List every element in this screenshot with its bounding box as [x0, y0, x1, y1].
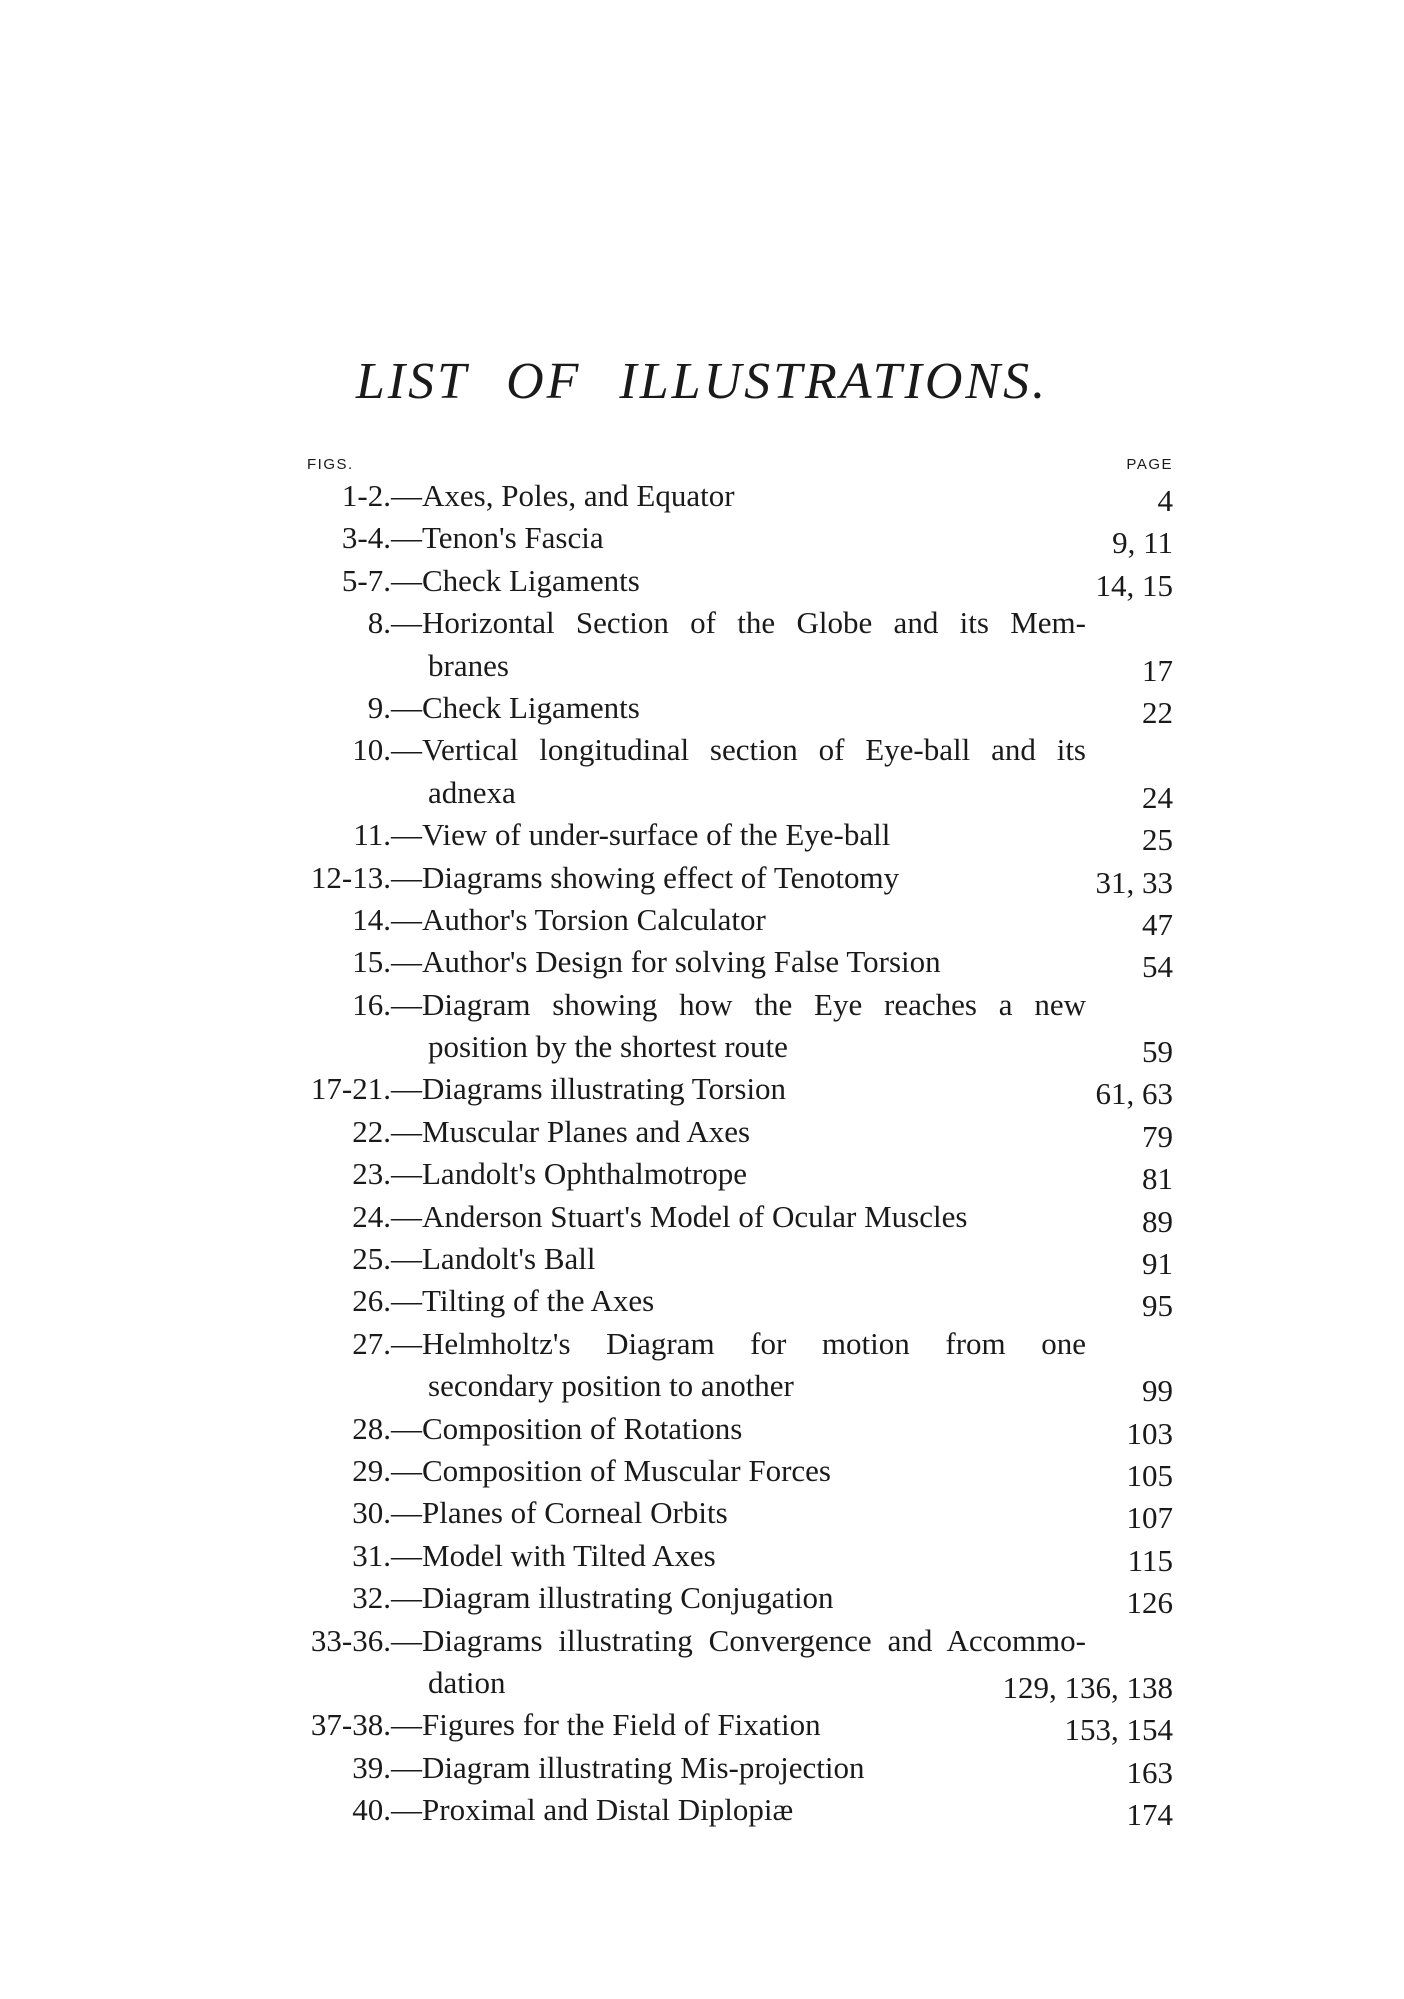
- page-number: 107: [1126, 1500, 1173, 1536]
- caption-continuation: position by the shortest route: [428, 1029, 788, 1065]
- page-number: 126: [1126, 1585, 1173, 1621]
- caption: —Vertical longitudinal section of Eye-ball and its: [391, 732, 1086, 768]
- page-number: 174: [1126, 1797, 1173, 1833]
- figure-number: 17-21.: [310, 1071, 391, 1107]
- figure-number: 12-13.: [310, 859, 391, 895]
- figure-number: 32.: [352, 1580, 391, 1616]
- figure-number: 30.: [352, 1495, 391, 1531]
- figure-number: 25.: [352, 1241, 391, 1277]
- caption: —Tilting of the Axes: [391, 1283, 655, 1319]
- figure-number: 11.: [353, 817, 391, 853]
- figs-column-header: FIGS.: [307, 456, 354, 473]
- list-item: [0, 1662, 1404, 1704]
- figure-number: 29.: [352, 1452, 391, 1488]
- list-item: [0, 729, 1404, 771]
- figure-number: 27.: [352, 1325, 391, 1361]
- list-item: [0, 1450, 1404, 1492]
- caption: —Muscular Planes and Axes: [391, 1113, 751, 1149]
- page-number: 61, 63: [1095, 1076, 1173, 1112]
- caption: —Figures for the Field of Fixation: [391, 1707, 821, 1743]
- caption: —Diagram illustrating Conjugation: [391, 1580, 834, 1616]
- caption: —Author's Torsion Calculator: [391, 901, 766, 937]
- caption: —Landolt's Ophthalmotrope: [391, 1156, 748, 1192]
- caption: —Anderson Stuart's Model of Ocular Muscles: [391, 1198, 968, 1234]
- caption: —Horizontal Section of the Globe and its Mem-: [391, 605, 1086, 641]
- figure-number: 23.: [352, 1156, 391, 1192]
- list-item: [0, 1196, 1404, 1238]
- list-item: [0, 517, 1404, 559]
- figure-number: 5-7.: [341, 562, 391, 598]
- list-item: [0, 1492, 1404, 1534]
- page-number: 115: [1127, 1542, 1173, 1578]
- page-number: 4: [1157, 483, 1173, 518]
- caption: —Diagrams showing effect of Tenotomy: [391, 859, 900, 895]
- caption: —Check Ligaments: [391, 562, 640, 598]
- page-number: 22: [1142, 694, 1173, 730]
- page-number: 95: [1142, 1288, 1173, 1324]
- page-number: 31, 33: [1095, 864, 1173, 900]
- figure-number: 37-38.: [310, 1707, 391, 1743]
- list-item: [0, 984, 1404, 1026]
- page-number: 153, 154: [1064, 1712, 1173, 1748]
- figure-number: 22.: [352, 1113, 391, 1149]
- caption: —Diagrams illustrating Torsion: [391, 1071, 787, 1107]
- figure-number: 16.: [352, 986, 391, 1022]
- caption: —View of under-surface of the Eye-ball: [391, 817, 891, 853]
- page-number: 24: [1142, 779, 1173, 815]
- list-item: [0, 645, 1404, 687]
- figure-number: 8.: [367, 605, 391, 641]
- page-column-header: PAGE: [1126, 456, 1173, 473]
- figure-number: 33-36.: [310, 1622, 391, 1658]
- list-item: [0, 772, 1404, 814]
- list-item: [0, 1323, 1404, 1365]
- page-number: 81: [1142, 1161, 1173, 1197]
- list-item: [0, 1789, 1404, 1831]
- list-item: [0, 1238, 1404, 1280]
- figure-number: 3-4.: [341, 520, 391, 556]
- figure-number: 15.: [352, 944, 391, 980]
- page-number: 129, 136, 138: [1002, 1669, 1173, 1705]
- list-item: [0, 1535, 1404, 1577]
- caption: —Landolt's Ball: [391, 1241, 596, 1277]
- figure-number: 31.: [352, 1537, 391, 1573]
- caption: —Planes of Corneal Orbits: [391, 1495, 728, 1531]
- list-item: [0, 814, 1404, 856]
- page-number: 14, 15: [1095, 567, 1173, 603]
- caption: —Composition of Muscular Forces: [391, 1452, 831, 1488]
- caption-continuation: adnexa: [428, 774, 516, 810]
- page-number: 59: [1142, 1034, 1173, 1070]
- caption: —Axes, Poles, and Equator: [391, 478, 735, 513]
- list-item: [0, 687, 1404, 729]
- page-number: 25: [1142, 822, 1173, 858]
- list-item: [0, 1068, 1404, 1110]
- caption: —Check Ligaments: [391, 689, 640, 725]
- page-number: 54: [1142, 949, 1173, 985]
- caption: —Model with Tilted Axes: [391, 1537, 716, 1573]
- figure-number: 24.: [352, 1198, 391, 1234]
- page-number: 103: [1126, 1415, 1173, 1451]
- caption-continuation: branes: [428, 647, 509, 683]
- list-item: [0, 1620, 1404, 1662]
- list-item: [0, 857, 1404, 899]
- page-number: 89: [1142, 1203, 1173, 1239]
- figure-number: 26.: [352, 1283, 391, 1319]
- page-number: 9, 11: [1112, 525, 1173, 561]
- caption: —Helmholtz's Diagram for motion from one: [391, 1325, 1086, 1361]
- caption: —Diagram showing how the Eye reaches a new: [391, 986, 1086, 1022]
- caption: —Composition of Rotations: [391, 1410, 743, 1446]
- list-item: [0, 1365, 1404, 1407]
- figure-number: 40.: [352, 1792, 391, 1828]
- figure-number: 1-2.: [341, 478, 391, 513]
- page-number: 47: [1142, 906, 1173, 942]
- list-item: [0, 1111, 1404, 1153]
- page-number: 105: [1126, 1457, 1173, 1493]
- list-item: [0, 1280, 1404, 1322]
- list-item: [0, 475, 1404, 517]
- figure-number: 14.: [352, 901, 391, 937]
- caption: —Proximal and Distal Diplopiæ: [391, 1792, 794, 1828]
- list-item: [0, 941, 1404, 983]
- page-title: LIST OF ILLUSTRATIONS.: [355, 353, 1049, 410]
- figure-number: 10.: [352, 732, 391, 768]
- caption: —Author's Design for solving False Torsion: [391, 944, 941, 980]
- list-item: [0, 602, 1404, 644]
- list-item: [0, 1747, 1404, 1789]
- page-number: 163: [1126, 1754, 1173, 1790]
- list-item: [0, 899, 1404, 941]
- figure-number: 9.: [367, 689, 391, 725]
- page-number: 79: [1142, 1118, 1173, 1154]
- figure-number: 28.: [352, 1410, 391, 1446]
- caption: —Tenon's Fascia: [391, 520, 604, 556]
- page-number: 91: [1142, 1246, 1173, 1282]
- list-item: [0, 1408, 1404, 1450]
- caption-continuation: dation: [428, 1664, 506, 1700]
- caption: —Diagram illustrating Mis-projection: [391, 1749, 865, 1785]
- illustrations-list: [0, 475, 1404, 1832]
- figure-number: 39.: [352, 1749, 391, 1785]
- list-item: [0, 1704, 1404, 1746]
- caption-continuation: secondary position to another: [428, 1368, 794, 1404]
- list-item: [0, 1026, 1404, 1068]
- page-number: 99: [1142, 1373, 1173, 1409]
- list-item: [0, 1577, 1404, 1619]
- caption: —Diagrams illustrating Convergence and Accommo-: [391, 1622, 1086, 1658]
- page-number: 17: [1142, 652, 1173, 688]
- list-item: [0, 1153, 1404, 1195]
- list-item: [0, 560, 1404, 602]
